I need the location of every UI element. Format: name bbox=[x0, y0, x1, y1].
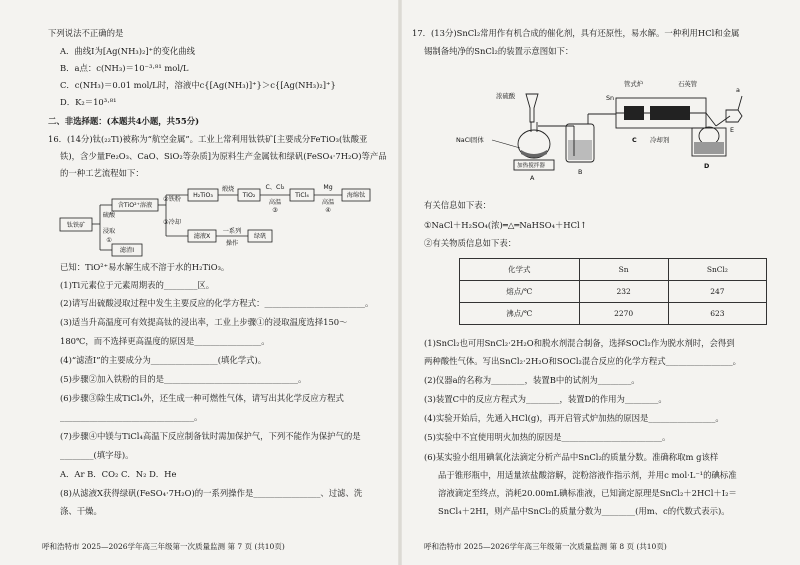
table-cell: 247 bbox=[668, 281, 766, 303]
reaction-equation: ①NaCl＋H₂SO₄(浓)═△═NaHSO₄＋HCl↑ bbox=[424, 220, 587, 230]
process-flow-chart bbox=[0, 0, 396, 270]
svg-text:加热搅拌器: 加热搅拌器 bbox=[517, 163, 545, 169]
svg-text:a: a bbox=[736, 86, 740, 94]
svg-text:绿矾: 绿矾 bbox=[253, 233, 267, 240]
table-cell: 熔点/℃ bbox=[460, 281, 580, 303]
option-b: B．a点：c(NH₃)＝10⁻³·⁸¹ mol/L bbox=[60, 63, 189, 73]
svg-text:含TiO²⁺溶液: 含TiO²⁺溶液 bbox=[117, 202, 153, 209]
svg-text:③: ③ bbox=[272, 207, 278, 214]
question-17-6: (6)某实验小组用碘氧化法滴定分析产品中SnCl₂的质量分数。准确称取m g该样 bbox=[424, 452, 719, 462]
svg-text:Mg: Mg bbox=[323, 184, 333, 191]
question-17-3: (3)装置C中的反应方程式为________，装置D的作用为________。 bbox=[424, 394, 667, 404]
table-cell: SnCl₂ bbox=[668, 259, 766, 281]
question-16-6: (6)步骤③除生成TiCl₄外，还生成一种可燃性气体，请写出其化学反应方程式 bbox=[60, 393, 344, 403]
svg-text:②铁粉: ②铁粉 bbox=[163, 196, 181, 203]
svg-text:滤渣Ⅰ: 滤渣Ⅰ bbox=[119, 247, 135, 254]
text-line: 有关信息如下表： bbox=[424, 200, 491, 210]
flow-node-filtrate-x bbox=[188, 230, 216, 242]
svg-text:E: E bbox=[730, 126, 735, 134]
question-16-7: (7)步骤④中镁与TiCl₄高温下反应制备钛时需加保护气，下列不能作为保护气的是 bbox=[60, 431, 361, 441]
table-cell: 沸点/℃ bbox=[460, 303, 580, 325]
text-line: ②有关物质信息如下表： bbox=[424, 238, 517, 248]
text-line: ________________________________。 bbox=[60, 412, 203, 422]
text-line: ________(填字母)。 bbox=[60, 450, 134, 460]
svg-text:滤液X: 滤液X bbox=[193, 233, 211, 240]
svg-text:操作: 操作 bbox=[225, 240, 239, 247]
section-heading: 二、非选择题：(本题共4小题，共55分) bbox=[48, 116, 200, 126]
flow-node-ilmenite bbox=[60, 218, 92, 231]
flow-label: 浸取 bbox=[102, 228, 116, 235]
svg-text:C、Cl₂: C、Cl₂ bbox=[265, 184, 285, 191]
svg-text:高温: 高温 bbox=[268, 199, 282, 206]
page-footer: 呼和浩特市 2025—2026学年高三年级第一次质量监测 第 7 页 (共10页) bbox=[42, 542, 285, 551]
text-line: SnCl₄＋2HI，则产品中SnCl₂的质量分数为________(用m、c的代数式表示)。 bbox=[438, 506, 730, 516]
question-17-stem: 17．(13分)SnCl₂常用作有机合成的催化剂，具有还原性，易水解。一种利用HCl和金属 bbox=[412, 28, 740, 38]
option-c: C．c(NH₃)＝0.01 mol/L时，溶液中c{[Ag(NH₃)]⁺}＞c{[Ag(NH₃)₂]⁺} bbox=[60, 80, 336, 90]
svg-text:高温: 高温 bbox=[321, 199, 335, 206]
table-cell: Sn bbox=[579, 259, 668, 281]
apparatus-diagram bbox=[454, 76, 744, 186]
question-17-4: (4)实验开始后，先通入HCl(g)，再开启管式炉加热的原因是________________。 bbox=[424, 413, 724, 423]
flow-node-residue bbox=[112, 244, 142, 256]
text-line: 180℃，而不选择更高温度的原因是________________。 bbox=[60, 336, 270, 346]
svg-text:TiCl₄: TiCl₄ bbox=[295, 192, 309, 199]
apparatus-e bbox=[726, 86, 742, 134]
svg-text:海绵钛: 海绵钛 bbox=[346, 192, 366, 199]
question-17-2: (2)仪器a的名称为________，装置B中的试剂为________。 bbox=[424, 375, 640, 385]
page-gutter bbox=[398, 0, 402, 565]
question-16-2: (2)请写出硫酸浸取过程中发生主要反应的化学方程式：________________________。 bbox=[60, 298, 374, 308]
text-line: 涤、干燥。 bbox=[60, 506, 102, 516]
flow-node-ticl4 bbox=[290, 189, 314, 201]
text-line: 锡制备纯净的SnCl₂的装置示意图如下： bbox=[424, 46, 574, 56]
option-d: D．K₂＝10³·⁸¹ bbox=[60, 97, 117, 107]
text-line: 已知：TiO²⁺易水解生成不溶于水的H₂TiO₃。 bbox=[60, 262, 230, 272]
text-line: 铁)，含少量Fe₂O₃、CaO、SiO₂等杂质]为原料生产金属钛和绿矾(FeSO₄·7H₂O)等产品 bbox=[60, 151, 387, 161]
flow-node-tio2 bbox=[238, 189, 260, 201]
svg-text:D: D bbox=[704, 162, 710, 170]
svg-text:石英管: 石英管 bbox=[678, 80, 698, 88]
question-16-7-options: A．Ar B．CO₂ C．N₂ D．He bbox=[60, 469, 177, 479]
flow-node-green-vitriol bbox=[248, 230, 272, 242]
table-row bbox=[460, 303, 767, 325]
option-a: A．曲线Ⅰ为[Ag(NH₃)₂]⁺的变化曲线 bbox=[60, 46, 195, 56]
table-cell: 2270 bbox=[579, 303, 668, 325]
svg-text:管式炉: 管式炉 bbox=[624, 80, 644, 88]
svg-text:A: A bbox=[530, 174, 535, 182]
flow-label: 钛铁矿 bbox=[66, 222, 86, 229]
svg-text:TiO₂: TiO₂ bbox=[242, 192, 256, 199]
page-8 bbox=[404, 0, 800, 565]
question-16-3: (3)适当升高温度可有效提高钛的浸出率，工业上步骤①的浸取温度选择150～ bbox=[60, 317, 348, 327]
text-line: 的一种工艺流程如下： bbox=[60, 168, 144, 178]
property-table bbox=[459, 258, 767, 325]
page-7 bbox=[0, 0, 396, 565]
apparatus-a bbox=[456, 91, 554, 182]
flow-node-sponge-titanium bbox=[342, 189, 370, 201]
question-16-stem: 16．(14分)钛(₂₂Ti)被称为“航空金属”。工业上常利用钛铁矿[主要成分FeTiO₃(钛酸亚 bbox=[48, 134, 368, 144]
question-17-1: (1)SnCl₂也可用SnCl₂·2H₂O和脱水剂混合制备，选择SOCl₂作为脱水剂时，会得到 bbox=[424, 338, 735, 348]
flow-node-h2tio3 bbox=[188, 189, 218, 201]
table-cell: 623 bbox=[668, 303, 766, 325]
svg-text:④: ④ bbox=[325, 207, 331, 214]
svg-text:NaCl固体: NaCl固体 bbox=[456, 136, 484, 144]
svg-text:Sn: Sn bbox=[606, 94, 615, 102]
question-16-5: (5)步骤②加入铁粉的目的是________________________________。 bbox=[60, 374, 307, 384]
apparatus-c bbox=[606, 79, 706, 144]
svg-text:煅烧: 煅烧 bbox=[221, 186, 235, 193]
table-row bbox=[460, 281, 767, 303]
question-17-5: (5)实验中不宜使用明火加热的原因是________________________。 bbox=[424, 432, 671, 442]
flow-label: ① bbox=[106, 237, 112, 244]
svg-text:B: B bbox=[578, 168, 583, 176]
svg-text:浓硫酸: 浓硫酸 bbox=[496, 92, 516, 100]
table-cell: 化学式 bbox=[460, 259, 580, 281]
question-16-8: (8)从滤液X获得绿矾(FeSO₄·7H₂O)的一系列操作是________________、过滤、洗 bbox=[60, 488, 363, 498]
apparatus-b bbox=[566, 124, 594, 176]
text-line: 溶液滴定至终点，消耗20.00mL碘标准液，已知滴定原理是SnCl₂＋2HCl＋I₂＝ bbox=[438, 488, 737, 498]
text-line: 品于锥形瓶中，用适量浓盐酸溶解，淀粉溶液作指示剂，并用c mol·L⁻¹的碘标准 bbox=[438, 470, 737, 480]
text-line: 两种酸性气体。写出SnCl₂·2H₂O和SOCl₂混合反应的化学方程式________________。 bbox=[424, 356, 742, 366]
svg-text:C: C bbox=[632, 136, 637, 144]
apparatus-d bbox=[692, 127, 726, 170]
svg-text:③冷却: ③冷却 bbox=[163, 219, 181, 226]
question-16-1: (1)Ti元素位于元素周期表的________区。 bbox=[60, 280, 215, 290]
text-line: 下列说法不正确的是 bbox=[48, 28, 124, 38]
question-16-4: (4)“滤渣Ⅰ”的主要成分为________________(填化学式)。 bbox=[60, 355, 267, 365]
flow-node-tio-solution bbox=[112, 199, 158, 211]
table-header-row bbox=[460, 259, 767, 281]
svg-text:一系列: 一系列 bbox=[222, 228, 242, 235]
page-footer: 呼和浩特市 2025—2026学年高三年级第一次质量监测 第 8 页 (共10页) bbox=[424, 542, 667, 551]
flow-label: 硫酸 bbox=[102, 212, 116, 219]
svg-text:冷却剂: 冷却剂 bbox=[650, 136, 670, 144]
table-cell: 232 bbox=[579, 281, 668, 303]
svg-text:H₂TiO₃: H₂TiO₃ bbox=[193, 192, 213, 199]
